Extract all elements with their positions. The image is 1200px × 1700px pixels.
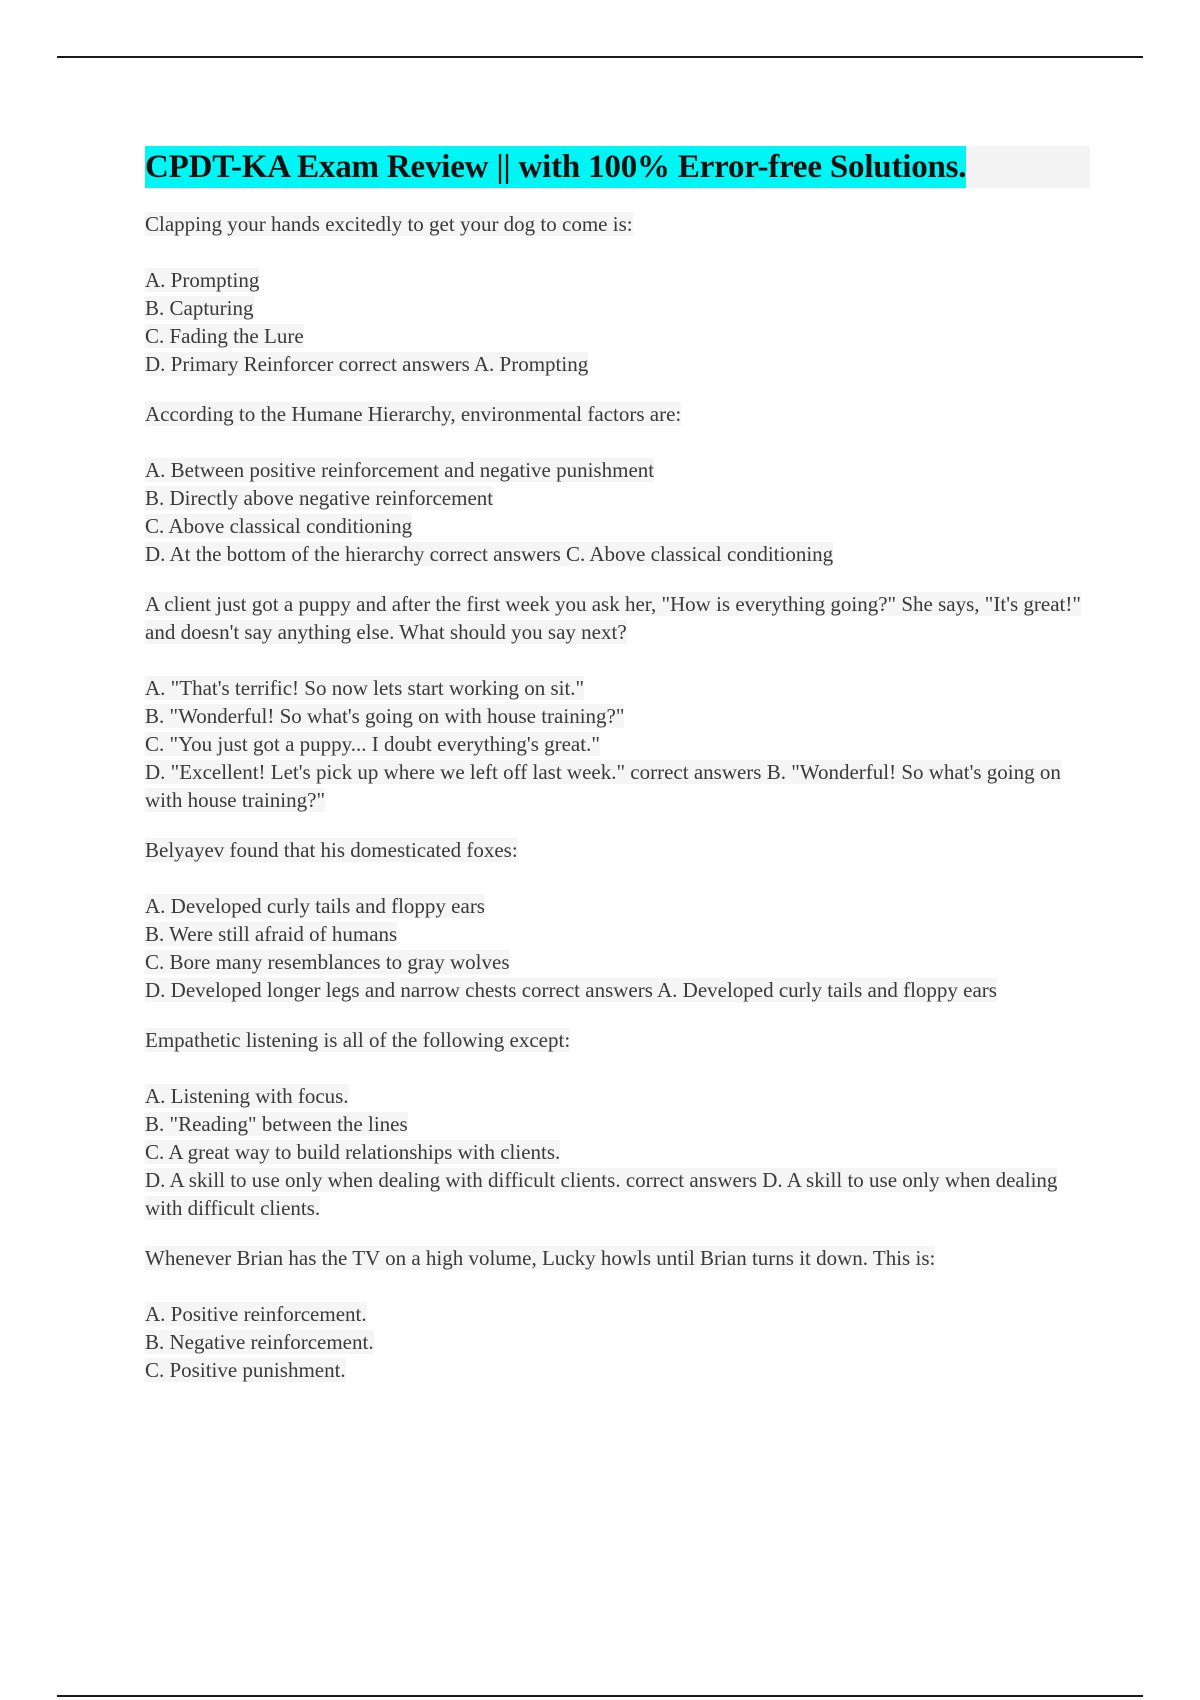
- header-rule: [57, 56, 1143, 58]
- document-body: [145, 146, 1090, 1406]
- question-text: Whenever Brian has the TV on a high volume, Lucky howls until Brian turns it down. This is:: [145, 1246, 936, 1270]
- correct-answer: correct answers B. "Wonderful! So what's going on with house training?": [145, 760, 1061, 812]
- answer-option: D. "Excellent! Let's pick up where we left off last week." correct answers B. "Wonderful! So what's going on with house training?": [145, 760, 1061, 812]
- answer-option: C. Bore many resemblances to gray wolves: [145, 950, 510, 974]
- answer-option: A. Developed curly tails and floppy ears: [145, 894, 485, 918]
- question-text: Empathetic listening is all of the following except:: [145, 1028, 571, 1052]
- answer-option: A. Listening with focus.: [145, 1084, 349, 1108]
- answer-option: B. "Reading" between the lines: [145, 1112, 408, 1136]
- answer-option: B. Capturing: [145, 296, 254, 320]
- correct-answer: correct answers A. Developed curly tails and floppy ears: [521, 978, 997, 1002]
- correct-answer: correct answers C. Above classical conditioning: [429, 542, 834, 566]
- question-text: Belyayev found that his domesticated foxes:: [145, 838, 518, 862]
- answer-option: C. Positive punishment.: [145, 1358, 346, 1382]
- correct-answer: correct answers A. Prompting: [338, 352, 589, 376]
- question-text: A client just got a puppy and after the first week you ask her, "How is everything going?" She says, "It's great!" and doesn't say anything else. What should you say next?: [145, 592, 1081, 644]
- answer-option: B. Directly above negative reinforcement: [145, 486, 494, 510]
- answer-option: C. Fading the Lure: [145, 324, 304, 348]
- answer-option: D. A skill to use only when dealing with difficult clients. correct answers D. A skill to use only when dealing with difficult clients.: [145, 1168, 1058, 1220]
- answer-option: D. Primary Reinforcer correct answers A. Prompting: [145, 352, 589, 376]
- title-band: [145, 146, 1090, 188]
- answer-option: A. Positive reinforcement.: [145, 1302, 367, 1326]
- answer-option: B. Negative reinforcement.: [145, 1330, 374, 1354]
- answer-option: D. Developed longer legs and narrow chests correct answers A. Developed curly tails and floppy ears: [145, 978, 997, 1002]
- question-block: [145, 1026, 1090, 1222]
- question-block: [145, 836, 1090, 1004]
- correct-answer: correct answers D. A skill to use only when dealing with difficult clients.: [145, 1168, 1058, 1220]
- answer-option: C. A great way to build relationships with clients.: [145, 1140, 561, 1164]
- question-block: [145, 590, 1090, 814]
- question-block: [145, 400, 1090, 568]
- question-text: According to the Humane Hierarchy, environmental factors are:: [145, 402, 682, 426]
- question-block: [145, 210, 1090, 378]
- document-title: CPDT-KA Exam Review || with 100% Error-free Solutions.: [145, 146, 966, 188]
- question-text: Clapping your hands excitedly to get your dog to come is:: [145, 212, 633, 236]
- answer-option: A. Prompting: [145, 268, 260, 292]
- answer-option: C. Above classical conditioning: [145, 514, 413, 538]
- footer-rule: [57, 1695, 1143, 1697]
- answer-option: B. "Wonderful! So what's going on with house training?": [145, 704, 625, 728]
- answer-option: A. Between positive reinforcement and negative punishment: [145, 458, 655, 482]
- question-block: [145, 1244, 1090, 1384]
- answer-option: B. Were still afraid of humans: [145, 922, 398, 946]
- answer-option: D. At the bottom of the hierarchy correct answers C. Above classical conditioning: [145, 542, 834, 566]
- answer-option: C. "You just got a puppy... I doubt everything's great.": [145, 732, 600, 756]
- answer-option: A. "That's terrific! So now lets start working on sit.": [145, 676, 585, 700]
